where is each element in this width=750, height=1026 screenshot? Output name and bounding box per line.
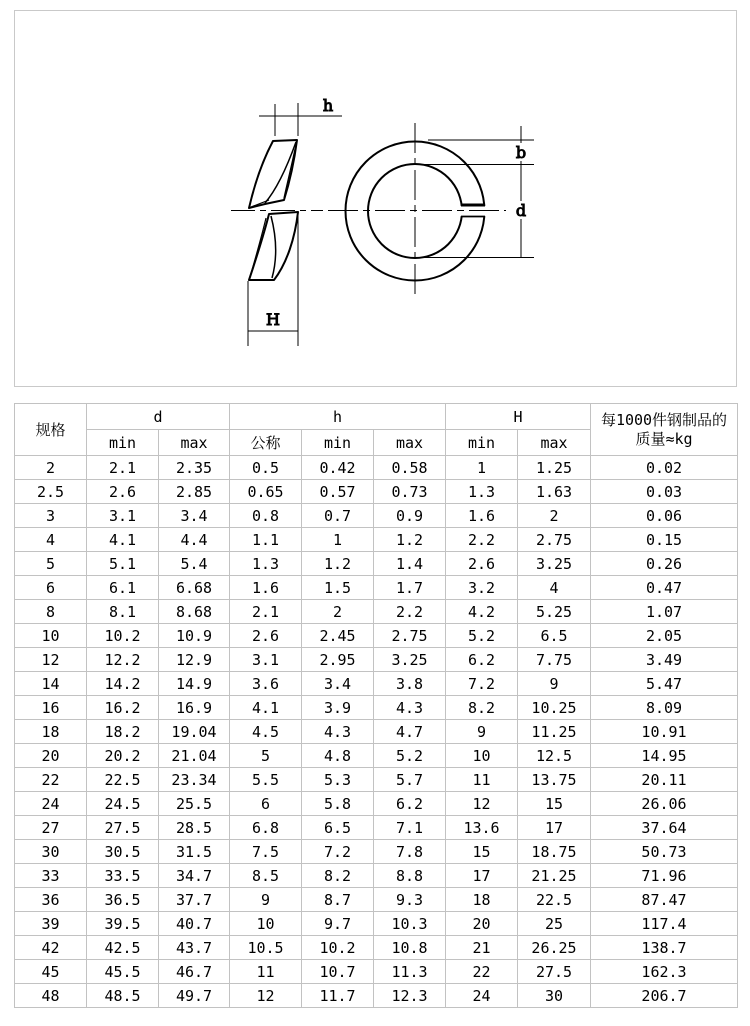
cell: 0.58: [374, 456, 446, 480]
cell: 2.45: [302, 624, 374, 648]
cell: 23.34: [159, 768, 230, 792]
cell: 7.1: [374, 816, 446, 840]
cell: 11: [446, 768, 518, 792]
cell: 5.7: [374, 768, 446, 792]
cell: 14.2: [87, 672, 159, 696]
cell: 138.7: [591, 936, 738, 960]
cell: 5: [230, 744, 302, 768]
dim-label-h: h: [322, 96, 334, 115]
cell: 22: [15, 768, 87, 792]
cell: 26.06: [591, 792, 738, 816]
cell: 117.4: [591, 912, 738, 936]
cell: 162.3: [591, 960, 738, 984]
cell: 2: [518, 504, 591, 528]
cell: 9: [230, 888, 302, 912]
cell: 71.96: [591, 864, 738, 888]
cell: 8.09: [591, 696, 738, 720]
cell: 1.07: [591, 600, 738, 624]
cell: 10.25: [518, 696, 591, 720]
cell: 1: [446, 456, 518, 480]
cell: 8.2: [446, 696, 518, 720]
cell: 49.7: [159, 984, 230, 1008]
cell: 3.2: [446, 576, 518, 600]
cell: 6.1: [87, 576, 159, 600]
cell: 8.5: [230, 864, 302, 888]
cell: 0.02: [591, 456, 738, 480]
cell: 7.75: [518, 648, 591, 672]
cell: 12.3: [374, 984, 446, 1008]
cell: 3.25: [374, 648, 446, 672]
cell: 12.5: [518, 744, 591, 768]
table-row: [15, 936, 738, 960]
cell: 1.5: [302, 576, 374, 600]
cell: 5.2: [374, 744, 446, 768]
cell: 40.7: [159, 912, 230, 936]
cell: 21.04: [159, 744, 230, 768]
col-header-H-max: max: [518, 430, 591, 456]
mass-header-line1: 每1000件钢制品的: [600, 410, 728, 429]
cell: 2.05: [591, 624, 738, 648]
cell: 9.3: [374, 888, 446, 912]
cell: 26.25: [518, 936, 591, 960]
table-row: [15, 984, 738, 1008]
cell: 20: [446, 912, 518, 936]
cell: 50.73: [591, 840, 738, 864]
table-row: [15, 768, 738, 792]
col-header-d-min: min: [87, 430, 159, 456]
table-row: [15, 480, 738, 504]
cell: 10: [446, 744, 518, 768]
cell: 0.5: [230, 456, 302, 480]
col-header-h-nominal: 公称: [230, 430, 302, 456]
cell: 2.85: [159, 480, 230, 504]
cell: 22: [446, 960, 518, 984]
cell: 6: [230, 792, 302, 816]
cell: 3.4: [302, 672, 374, 696]
cell: 6: [15, 576, 87, 600]
cell: 1: [302, 528, 374, 552]
cell: 3.4: [159, 504, 230, 528]
cell: 10: [15, 624, 87, 648]
washer-drawing-panel: [14, 10, 737, 387]
cell: 5.5: [230, 768, 302, 792]
cell: 34.7: [159, 864, 230, 888]
cell: 45: [15, 960, 87, 984]
cell: 21: [446, 936, 518, 960]
cell: 0.03: [591, 480, 738, 504]
dim-label-H: H: [266, 310, 280, 329]
col-header-d-max: max: [159, 430, 230, 456]
cell: 2.1: [87, 456, 159, 480]
table-row: [15, 600, 738, 624]
table-row: [15, 552, 738, 576]
cell: 14: [15, 672, 87, 696]
cell: 2.5: [15, 480, 87, 504]
cell: 5: [15, 552, 87, 576]
spec-table: [14, 403, 738, 1008]
cell: 0.65: [230, 480, 302, 504]
cell: 6.8: [230, 816, 302, 840]
cell: 15: [446, 840, 518, 864]
cell: 9: [446, 720, 518, 744]
table-row: [15, 624, 738, 648]
cell: 3.8: [374, 672, 446, 696]
cell: 27.5: [518, 960, 591, 984]
cell: 10.3: [374, 912, 446, 936]
table-row: [15, 888, 738, 912]
cell: 0.57: [302, 480, 374, 504]
table-row: [15, 528, 738, 552]
cell: 30: [518, 984, 591, 1008]
cell: 42.5: [87, 936, 159, 960]
cell: 5.25: [518, 600, 591, 624]
cell: 27: [15, 816, 87, 840]
cell: 3.9: [302, 696, 374, 720]
cell: 3.6: [230, 672, 302, 696]
cell: 10.8: [374, 936, 446, 960]
cell: 6.68: [159, 576, 230, 600]
cell: 0.8: [230, 504, 302, 528]
cell: 0.7: [302, 504, 374, 528]
header-group-row: [15, 404, 738, 430]
table-row: [15, 720, 738, 744]
cell: 3.1: [230, 648, 302, 672]
cell: 5.4: [159, 552, 230, 576]
cell: 5.1: [87, 552, 159, 576]
cell: 1.63: [518, 480, 591, 504]
cell: 39: [15, 912, 87, 936]
cell: 11: [230, 960, 302, 984]
cell: 2.6: [446, 552, 518, 576]
table-row: [15, 840, 738, 864]
cell: 1.6: [230, 576, 302, 600]
cell: 13.6: [446, 816, 518, 840]
cell: 37.64: [591, 816, 738, 840]
cell: 43.7: [159, 936, 230, 960]
table-row: [15, 504, 738, 528]
cell: 10.9: [159, 624, 230, 648]
cell: 0.47: [591, 576, 738, 600]
table-row: [15, 960, 738, 984]
cell: 7.8: [374, 840, 446, 864]
cell: 0.26: [591, 552, 738, 576]
cell: 11.7: [302, 984, 374, 1008]
cell: 4.2: [446, 600, 518, 624]
cell: 24.5: [87, 792, 159, 816]
cell: 9.7: [302, 912, 374, 936]
washer-front-view: [328, 123, 534, 298]
cell: 33: [15, 864, 87, 888]
cell: 4.1: [230, 696, 302, 720]
table-row: [15, 456, 738, 480]
cell: 48.5: [87, 984, 159, 1008]
cell: 13.75: [518, 768, 591, 792]
cell: 1.2: [302, 552, 374, 576]
cell: 8: [15, 600, 87, 624]
cell: 3.1: [87, 504, 159, 528]
col-group-d: d: [87, 404, 230, 430]
cell: 6.5: [302, 816, 374, 840]
cell: 2.1: [230, 600, 302, 624]
cell: 2.2: [446, 528, 518, 552]
cell: 7.2: [446, 672, 518, 696]
cell: 14.9: [159, 672, 230, 696]
col-header-h-max: max: [374, 430, 446, 456]
cell: 1.7: [374, 576, 446, 600]
col-header-mass: [591, 404, 738, 456]
cell: 8.68: [159, 600, 230, 624]
cell: 1.3: [446, 480, 518, 504]
cell: 7.5: [230, 840, 302, 864]
cell: 7.2: [302, 840, 374, 864]
cell: 16.9: [159, 696, 230, 720]
dim-label-b: b: [515, 143, 527, 162]
cell: 2: [15, 456, 87, 480]
washer-drawing: [15, 11, 736, 386]
cell: 8.7: [302, 888, 374, 912]
cell: 10.2: [302, 936, 374, 960]
cell: 31.5: [159, 840, 230, 864]
mass-header-line2: 质量≈kg: [635, 429, 693, 448]
cell: 16: [15, 696, 87, 720]
cell: 18: [15, 720, 87, 744]
cell: 4.5: [230, 720, 302, 744]
cell: 0.9: [374, 504, 446, 528]
cell: 2.35: [159, 456, 230, 480]
table-row: [15, 744, 738, 768]
cell: 39.5: [87, 912, 159, 936]
cell: 2.75: [518, 528, 591, 552]
col-group-h: h: [230, 404, 446, 430]
cell: 6.5: [518, 624, 591, 648]
table-row: [15, 648, 738, 672]
cell: 5.8: [302, 792, 374, 816]
cell: 11.25: [518, 720, 591, 744]
cell: 10.91: [591, 720, 738, 744]
cell: 18.2: [87, 720, 159, 744]
cell: 0.06: [591, 504, 738, 528]
cell: 22.5: [87, 768, 159, 792]
cell: 20: [15, 744, 87, 768]
cell: 16.2: [87, 696, 159, 720]
cell: 2.6: [87, 480, 159, 504]
cell: 30.5: [87, 840, 159, 864]
cell: 1.6: [446, 504, 518, 528]
cell: 11.3: [374, 960, 446, 984]
cell: 2.2: [374, 600, 446, 624]
cell: 17: [518, 816, 591, 840]
cell: 20.11: [591, 768, 738, 792]
cell: 25: [518, 912, 591, 936]
cell: 2: [302, 600, 374, 624]
cell: 22.5: [518, 888, 591, 912]
cell: 4.3: [302, 720, 374, 744]
cell: 42: [15, 936, 87, 960]
washer-side-view: [231, 96, 342, 346]
cell: 10: [230, 912, 302, 936]
table-row: [15, 576, 738, 600]
table-row: [15, 696, 738, 720]
cell: 46.7: [159, 960, 230, 984]
cell: 2.75: [374, 624, 446, 648]
cell: 4.8: [302, 744, 374, 768]
cell: 2.95: [302, 648, 374, 672]
dim-label-d: d: [515, 201, 527, 220]
cell: 12.9: [159, 648, 230, 672]
cell: 87.47: [591, 888, 738, 912]
cell: 0.42: [302, 456, 374, 480]
cell: 24: [15, 792, 87, 816]
col-header-spec: 规格: [15, 404, 87, 456]
cell: 12.2: [87, 648, 159, 672]
cell: 37.7: [159, 888, 230, 912]
cell: 24: [446, 984, 518, 1008]
cell: 0.15: [591, 528, 738, 552]
cell: 3: [15, 504, 87, 528]
table-row: [15, 816, 738, 840]
cell: 4.7: [374, 720, 446, 744]
cell: 15: [518, 792, 591, 816]
cell: 30: [15, 840, 87, 864]
cell: 3.49: [591, 648, 738, 672]
cell: 6.2: [446, 648, 518, 672]
cell: 12: [230, 984, 302, 1008]
cell: 21.25: [518, 864, 591, 888]
cell: 1.25: [518, 456, 591, 480]
cell: 9: [518, 672, 591, 696]
cell: 3.25: [518, 552, 591, 576]
cell: 1.1: [230, 528, 302, 552]
cell: 33.5: [87, 864, 159, 888]
cell: 36.5: [87, 888, 159, 912]
col-header-H-min: min: [446, 430, 518, 456]
cell: 28.5: [159, 816, 230, 840]
cell: 36: [15, 888, 87, 912]
cell: 45.5: [87, 960, 159, 984]
cell: 1.4: [374, 552, 446, 576]
cell: 17: [446, 864, 518, 888]
cell: 48: [15, 984, 87, 1008]
cell: 20.2: [87, 744, 159, 768]
cell: 8.1: [87, 600, 159, 624]
cell: 1.2: [374, 528, 446, 552]
cell: 4.4: [159, 528, 230, 552]
cell: 4: [15, 528, 87, 552]
cell: 18: [446, 888, 518, 912]
table-row: [15, 864, 738, 888]
cell: 19.04: [159, 720, 230, 744]
cell: 8.8: [374, 864, 446, 888]
table-row: [15, 792, 738, 816]
table-row: [15, 672, 738, 696]
cell: 206.7: [591, 984, 738, 1008]
cell: 2.6: [230, 624, 302, 648]
cell: 12: [15, 648, 87, 672]
cell: 4.3: [374, 696, 446, 720]
cell: 12: [446, 792, 518, 816]
cell: 6.2: [374, 792, 446, 816]
cell: 18.75: [518, 840, 591, 864]
col-header-h-min: min: [302, 430, 374, 456]
cell: 4.1: [87, 528, 159, 552]
cell: 8.2: [302, 864, 374, 888]
table-row: [15, 912, 738, 936]
cell: 0.73: [374, 480, 446, 504]
cell: 5.47: [591, 672, 738, 696]
cell: 5.3: [302, 768, 374, 792]
cell: 10.2: [87, 624, 159, 648]
cell: 25.5: [159, 792, 230, 816]
cell: 10.5: [230, 936, 302, 960]
cell: 4: [518, 576, 591, 600]
cell: 27.5: [87, 816, 159, 840]
cell: 10.7: [302, 960, 374, 984]
cell: 1.3: [230, 552, 302, 576]
cell: 14.95: [591, 744, 738, 768]
col-group-H: H: [446, 404, 591, 430]
cell: 5.2: [446, 624, 518, 648]
